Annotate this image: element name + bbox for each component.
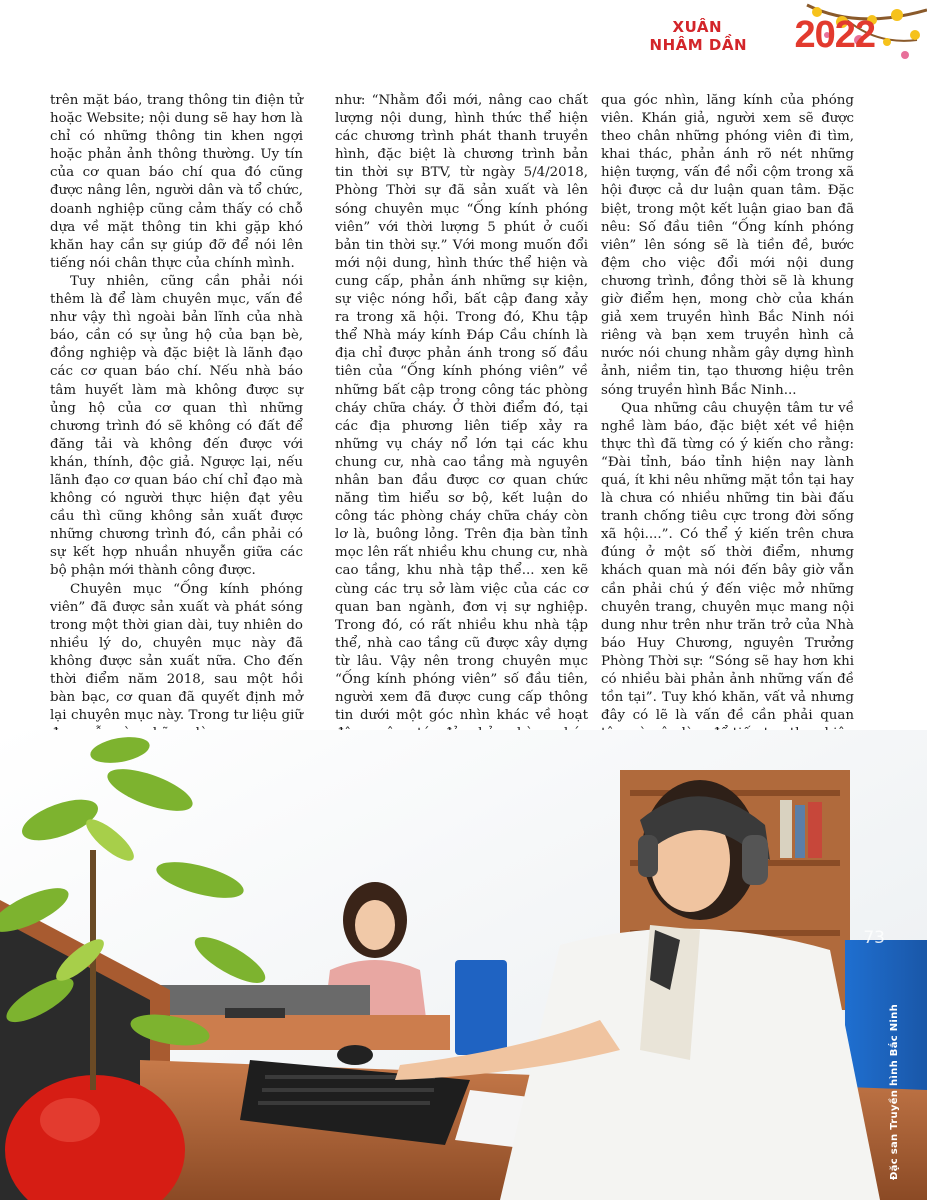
header bbox=[627, 0, 927, 70]
paragraph: trên mặt báo, trang thông tin điện tử hoặc Website; nội dung sẽ hay hơn là chỉ có những thông tin khen ngợi hoặc phản ảnh thông thường. Uy tín của cơ quan báo chí qua đó cũng được nâng lên, người dân và tổ chức, doanh nghiệp cũng cảm thấy có chỗ dựa về mặt thông tin khi gặp khó khăn hay cần sự giúp đỡ để nói lên tiếng nói chân thực của chính mình. bbox=[50, 93, 303, 271]
paragraph: Tuy nhiên, cũng cần phải nói thêm là để làm chuyên mục, vấn đề như vậy thì ngoài bản lĩnh của nhà báo, cần có sự ủng hộ của bạn bè, đồng nghiệp và đặc biệt là lãnh đạo các cơ quan báo chí. Nếu nhà báo tâm huyết làm mà không được sự ủng hộ của cơ quan thì những chương trình đó sẽ không có đất để đăng tải và không đến được với khán, thính, độc giả. Ngược lại, nếu lãnh đạo cơ quan báo chí chỉ đạo mà không có người thực hiện đạt yêu cầu thì cũng không sản xuất được những chương trình đó, cần phải có sự kết hợp nhuần nhuyễn giữa các bộ phận mới thành công được. bbox=[50, 273, 303, 579]
article-body bbox=[50, 92, 905, 752]
header-year: 2022 bbox=[794, 14, 875, 56]
paragraph-text: Qua những câu chuyện tâm tư về nghề làm báo, đặc biệt xét về hiện thực thì đã từng có ý kiến cho rằng: “Đài tỉnh, báo tỉnh hiện nay lành quá, ít khi nêu những mặt tồn tại hay là chưa có nhiều những tin bài đấu tranh chống tiêu cực trong đời sống xã hội....”. Có thể ý kiến trên chưa đúng ở một số thời điểm, nhưng khách quan mà nói đến bây giờ vẫn cần phải chú ý đến việc mở những chuyên trang, chuyên mục mang nội dung như trên như trăn trở của Nhà báo Huy Chương, nguyên Trưởng Phòng Thời sự: “Sóng sẽ hay hơn khi có nhiều bài phản ảnh những vấn đề tồn tại”. Tuy khó khăn, vất vả nhưng đây có lẽ là vấn đề cần phải quan bbox=[601, 400, 854, 724]
header-xuan: XUÂN bbox=[672, 18, 722, 36]
header-nham-dan: NHÂM DẦN bbox=[649, 36, 747, 54]
paragraph: qua góc nhìn, lăng kính của phóng viên. Khán giả, người xem sẽ được theo chân những phóng viên đi tìm, khai thác, phản ánh rõ nét những hiện tượng, vấn đề nổi cộm trong xã hội được cả dư luận quan tâm. Đặc biệt, trong một kết luận giao ban đã nêu: Số đầu tiên “Ống kính phóng viên” lên sóng sẽ là tiền đề, bước đệm cho việc đổi mới nội dung chương trình, đồng thời sẽ là khung giờ điểm hẹn, mong chờ của khán giả xem truyền hình Bắc Ninh nói riêng và bạn xem truyền hình cả nước nói chung nhằm gây dựng hình ảnh, niềm tin, tạo thương hiệu trên sóng truyền hình Bắc Ninh... bbox=[601, 93, 854, 398]
page-number: 73 bbox=[863, 928, 885, 948]
article-column-3 bbox=[601, 92, 854, 798]
article-column-1 bbox=[50, 92, 303, 743]
newsroom-photo-illustration bbox=[0, 730, 927, 1200]
paragraph: Chuyên mục “Ống kính phóng viên” đã được sản xuất và phát sóng trong một thời gian dài, tuy nhiên do nhiều lý do, chuyên mục này đã không được sản xuất nữa. Cho đến thời điểm năm 2018, sau một hồi bàn bạc, cơ quan đã quyết định mở lại chuyên mục này. Trong tư liệu giữ bbox=[50, 581, 303, 724]
newsroom-photo bbox=[0, 730, 927, 1200]
paragraph: như: “Nhằm đổi mới, nâng cao chất lượng nội dung, hình thức thể hiện các chương trình phát thanh truyền hình, đặc biệt là chương trình bản tin thời sự BTV, từ ngày 5/4/2018, Phòng Thời sự đã sản xuất và lên sóng chuyên mục “Ống kính phóng viên” với thời lượng 5 phút ở cuối bản tin thời sự.” Với mong muốn đổi mới nội dung, hình thức thể hiện và cung cấp, phản ánh những sự kiện, sự việc nóng hổi, bất cập đang xảy ra trong xã hội. Trong đó, Khu tập thể Nhà máy kính Đáp Cầu chính là địa chỉ được phản ánh trong số đầu tiên của “Ống kính phóng viên” về những bất cập trong công tác phòng cháy chữa cháy. Ở thời điểm đó, tại các địa phương liên tiếp xảy ra những vụ cháy nổ lớn tại các khu chung cư, nhà cao tầng mà nguyên nhân ban đầu được cơ quan chức năng tìm hiểu sơ bộ, kết luận do công tác phòng cháy chữa cháy còn lơ là, buông lỏng. Trên địa bàn tỉnh mọc lên rất nhiều khu chung cư, nhà cao tầng, khu nhà tập thể... xen kẽ cùng các trụ sở làm việc của các cơ quan ban ngành, đơn vị sự nghiệp. Trong đó, có rất nhiều khu nhà tập thể, nhà cao tầng cũ được xây dựng từ lâu. Vậy nên trong chuyên mục “Ống kính phóng viên” số đầu tiên, người xem đã được cung cấp thông tin dưới một góc nhìn khác về hoạt bbox=[335, 93, 588, 724]
publication-side-label: Đặc san Truyền hình Bắc Ninh bbox=[889, 1004, 900, 1180]
